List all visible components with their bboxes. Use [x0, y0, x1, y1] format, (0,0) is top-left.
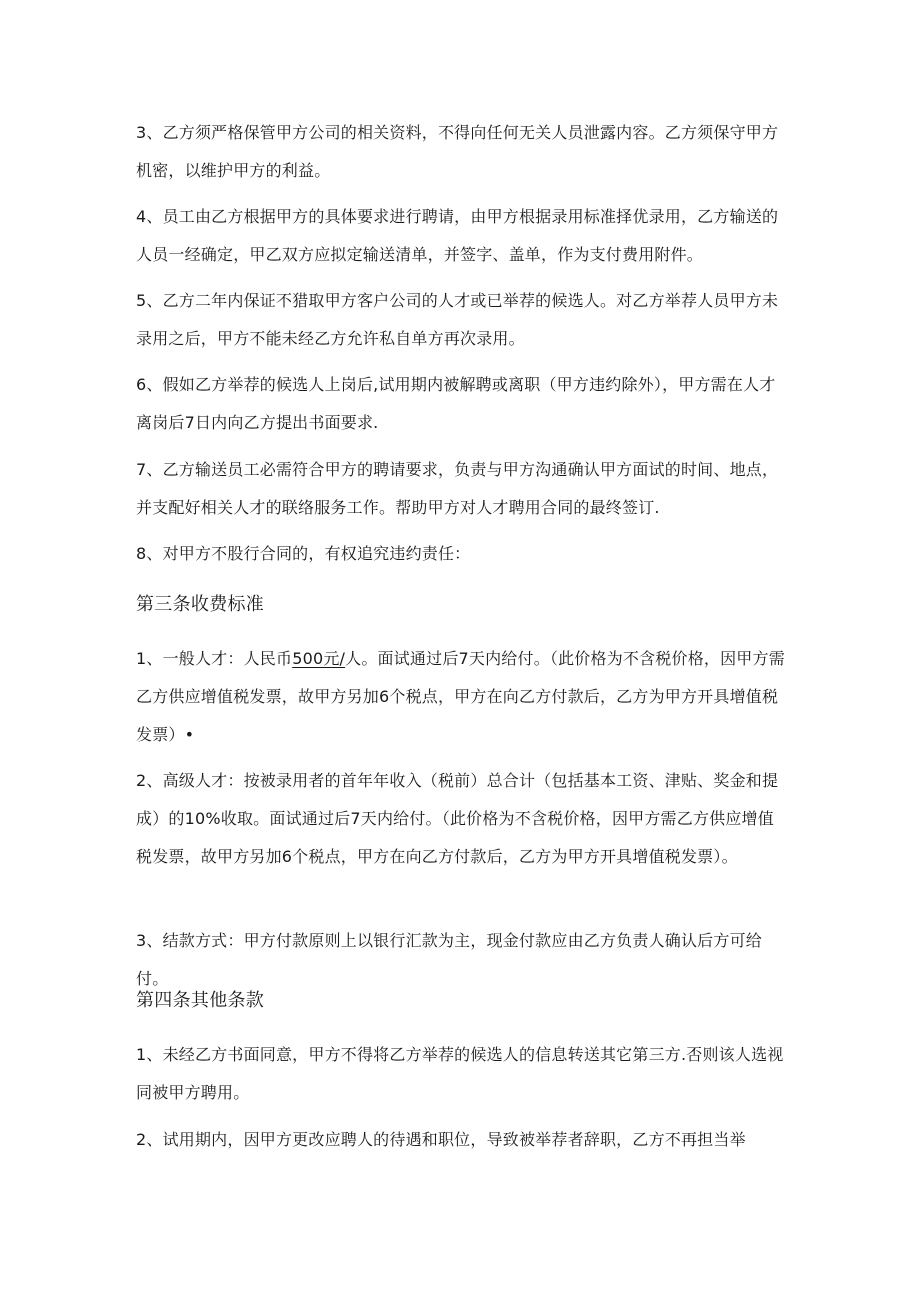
clause-2-item-4: 4、员工由乙方根据甲方的具体要求进行聘请，由甲方根据录用标准择优录用，乙方输送的人员一经确定，甲乙双方应拟定输送清单，并签字、盖单，作为支付费用附件。	[136, 207, 779, 264]
clause-2-item-5: 5、乙方二年内保证不猎取甲方客户公司的人才或已举荐的候选人。对乙方举荐人员甲方未录用之后，甲方不能未经乙方允许私自单方再次录用。	[136, 291, 779, 348]
clause-2-item-8: 8、对甲方不股行合同的，有权追究违约责任：	[136, 544, 471, 563]
clause-2-item-3: 3、乙方须严格保管甲方公司的相关资料，不得向任何无关人员泄露内容。乙方须保守甲方机密，以维护甲方的利益。	[136, 123, 779, 180]
clause-3-item-1-rest: 人。面试通过后7天内给付。（此价格为不含税价格，因甲方需乙方供应增值税发票，故甲方另加6个税点，甲方在向乙方付款后，乙方为甲方开具增值税发票）•	[136, 649, 785, 744]
clause-4-item-1: 1、未经乙方书面同意，甲方不得将乙方举荐的候选人的信息转送其它第三方.否则该人选视同被甲方聘用。	[136, 1045, 784, 1102]
clause-3-item-1-lead: 1、一般人才：人民币	[136, 649, 293, 668]
clause-3-item-1	[136, 640, 786, 754]
price-underlined: 500元/	[292, 649, 346, 668]
clause-4-item-2: 2、试用期内，因甲方更改应聘人的待遇和职位，导致被举荐者辞职，乙方不再担当举	[136, 1130, 746, 1149]
clause-2-item-7: 7、乙方输送员工必需符合甲方的聘请要求，负责与甲方沟通确认甲方面试的时间、地点，并支配好相关人才的联络服务工作。帮助甲方对人才聘用合同的最终签订.	[136, 460, 779, 517]
section-heading-4: 第四条其他条款	[136, 990, 265, 1011]
clause-2-item-6: 6、假如乙方举荐的候选人上岗后,试用期内被解聘或离职（甲方违约除外），甲方需在人才离岗后7日内向乙方提出书面要求.	[136, 375, 776, 432]
section-heading-3: 第三条收费标准	[136, 594, 265, 615]
clause-3-item-3: 3、结款方式：甲方付款原则上以银行汇款为主，现金付款应由乙方负责人确认后方可给付。	[136, 931, 762, 988]
clause-3-item-2: 2、高级人才：按被录用者的首年年收入（税前）总合计（包括基本工资、津贴、奖金和提成）的10%收取。面试通过后7天内给付。（此价格为不含税价格，因甲方需乙方供应增值税发票，故甲方另加6个税点，甲方在向乙方付款后，乙方为甲方开具增值税发票）。	[136, 771, 779, 866]
